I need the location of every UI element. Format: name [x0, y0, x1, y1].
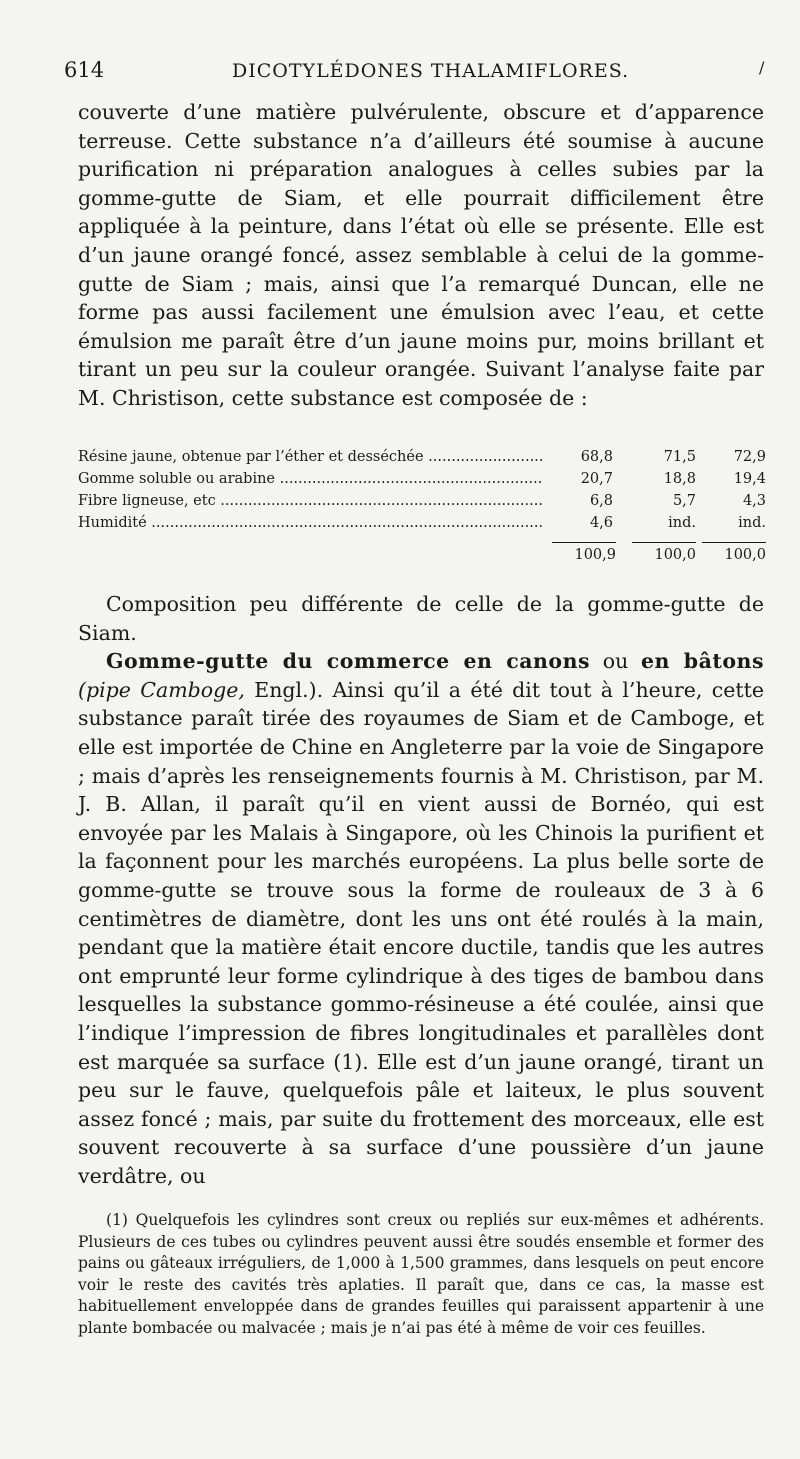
heading-connector: ou [590, 649, 642, 674]
row-value: 20,7 [580, 471, 613, 487]
paragraph-3-text: Ainsi qu’il a été dit tout à l’heure, cette substance paraît tirée des royaumes de Siam et de Camboge, et elle est importée de Chine en Angleterre par la voie de Singapore ; mais d’après les renseignements fournis à M. Christison, par M. J. B. Allan, il paraît qu’il en vient aussi de Bornéo, qui est envoyée par les Malais à Singapore, où les Chinois la purifient et la façonnent pour les marchés européens. La plus belle sorte de gomme-gutte se trouve sous la forme de rouleaux de 3 à 6 centimètres de diamètre, dont les uns ont été roulés à la main, pendant que la matière était encore ductile, tandis que les autres ont emprunté leur forme cylindrique à des tiges de bambou dans lesquelles la substance gommo-résineuse a été coulée, ainsi que l’indique l’impression de fibres longitudinales et parallèles dont est marquée sa surface (1). Elle est d’un jaune orangé, tirant un peu sur le fauve, quelquefois pâle et laiteux, le plus souvent assez foncé ; mais, par suite du frottement des morceaux, elle est souvent recouverte à sa surface d’une poussière d’un jaune verdâtre, ou [78, 677, 765, 1188]
row-value: 4,6 [589, 515, 613, 531]
row-value: ind. [668, 515, 696, 531]
section-2 [78, 590, 764, 1190]
composition-table [78, 446, 768, 566]
row-value: 5,7 [672, 493, 696, 509]
row-value: ind. [738, 515, 766, 531]
footnote-1: (1) Quelquefois les cylindres sont creux ou repliés sur eux-mêmes et adhérents. Plusieurs de ces tubes ou cylindres peuvent aussi être soudés ensemble et former des pains ou gâteaux irréguliers, de 1,000 à 1,500 grammes, dans lesquels on peut encore voir le reste des cavités très aplaties. Il paraît que, dans ce cas, la masse est habituellement enveloppée dans de grandes feuilles qui paraissent appartenir à une plante bombacée ou malvacée ; mais je n’ai pas été à même de voir ces feuilles. [78, 1211, 764, 1337]
section-heading: Gomme-gutte du commerce en canons [106, 649, 591, 674]
latin-name: (pipe Camboge, [78, 677, 245, 702]
table-row [78, 490, 768, 512]
running-title: DICOTYLÉDONES THALAMIFLORES. [232, 60, 630, 82]
row-value: 19,4 [733, 471, 766, 487]
table-row [78, 446, 768, 468]
row-value: 68,8 [580, 449, 613, 465]
corner-mark: / [759, 58, 765, 77]
row-value: 18,8 [663, 471, 696, 487]
row-label: Fibre ligneuse, etc ..... [78, 490, 543, 512]
footnotes [78, 1210, 764, 1339]
page-number: 614 [64, 58, 105, 82]
section-heading-tail: en bâtons [641, 649, 764, 674]
table-row [78, 468, 768, 490]
row-value: 4,3 [742, 493, 766, 509]
row-value: 6,8 [589, 493, 613, 509]
page-header [64, 58, 764, 88]
row-value: 71,5 [663, 449, 696, 465]
body-text [78, 98, 764, 413]
total-value: 100,0 [702, 542, 766, 566]
total-value: 100,9 [552, 542, 616, 566]
row-label: Résine jaune, obtenue par l’éther et desséchée ..... [78, 446, 543, 468]
table-total-row [78, 538, 768, 566]
total-value: 100,0 [632, 542, 696, 566]
latin-author: Engl.). [244, 677, 324, 702]
paragraph-3 [78, 647, 764, 1190]
paragraph-1: couverte d’une matière pulvérulente, obscure et d’apparence terreuse. Cette substance n’a d’ailleurs été soumise à aucune purification ni préparation analogues à celles subies par la gomme-gutte de Siam, et elle pourrait difficilement être appliquée à la peinture, dans l’état où elle se présente. Elle est d’un jaune orangé foncé, assez semblable à celui de la gomme-gutte de Siam ; mais, ainsi que l’a remarqué Duncan, elle ne forme pas aussi facilement une émulsion avec l’eau, et cette émulsion me paraît être d’un jaune moins pur, moins brillant et tirant un peu sur la couleur orangée. Suivant l’analyse faite par M. Christison, cette substance est composée de : [78, 100, 764, 410]
row-label: Humidité ..... [78, 512, 543, 534]
paragraph-2: Composition peu différente de celle de la gomme-gutte de Siam. [78, 592, 764, 645]
row-label: Gomme soluble ou arabine ..... [78, 468, 543, 490]
row-value: 72,9 [733, 449, 766, 465]
table-row [78, 512, 768, 534]
